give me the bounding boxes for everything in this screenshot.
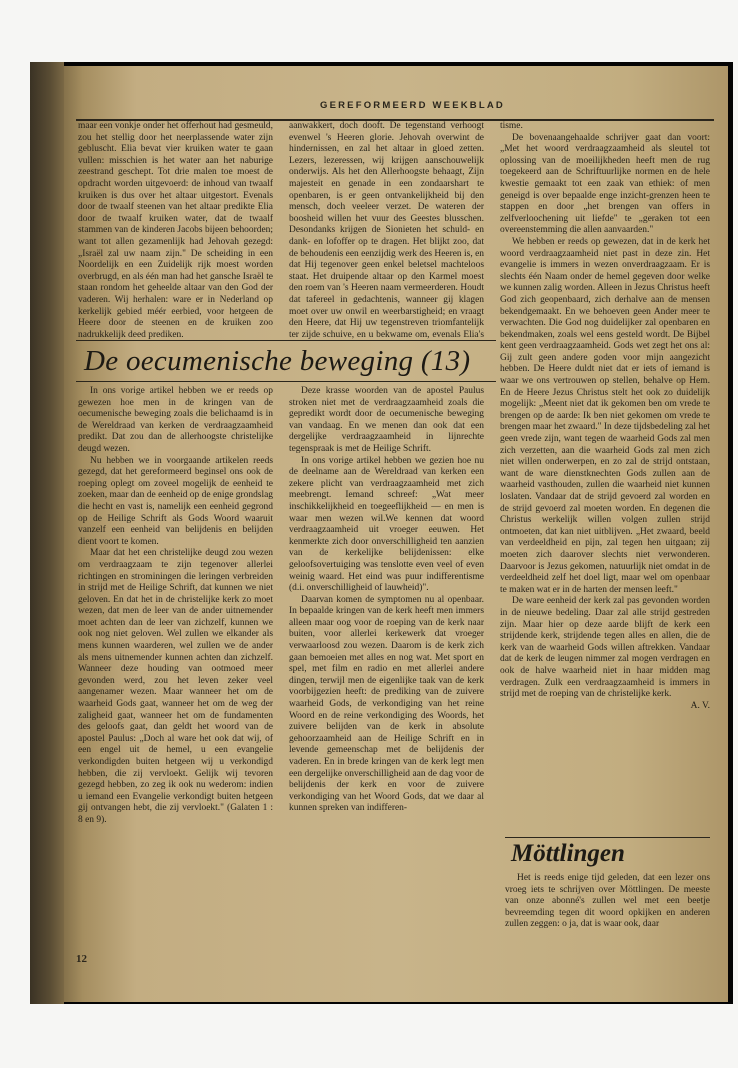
running-header: GEREFORMEERD WEEKBLAD <box>319 100 505 111</box>
article2-col1-paragraph-1: In ons vorige artikel hebben we er reeds op gewezen hoe men in de kringen van de oecumenische beweging zoals die belichaamd is in de Wereldraad van kerken de verdraagzaamheid predikt. Dat zou dan de allerhoogste christelijke deugd wezen. <box>78 386 273 454</box>
article2-col3-paragraph-0: tisme. <box>500 121 523 131</box>
page-spine-shadow <box>30 62 64 1004</box>
article2-col3-paragraph-3: De ware eenheid der kerk zal pas gevonden worden in de nieuwe bedeling. Daar zal alle strijd gestreden zijn. Maar hier op deze aarde blijft de kerk een strijdende kerk, strijdende tegen alles en allen, die de kerk van de waarheid Gods willen aftrekken. Vandaar dat de kerk de leugen nimmer zal mogen verdragen en ook de halve waarheid niet in haar midden mag verdragen. Zulk een verdraagzaamheid is immers in strijd met de roeping van de christelijke kerk. <box>500 596 710 700</box>
article2-signature: A. V. <box>690 700 710 711</box>
title-rule-bottom <box>76 381 496 382</box>
mottlingen-rule <box>505 837 710 838</box>
article1-col1-text: maar een vonkje onder het offerhout had gesmeuld, zou het stellig door het neerplassende water zijn gebluscht. Elia bevat vier kruiken water te gaan vullen: misschien is het water aan het naburige zeestrand geschept. Tot drie malen toe moest de opdracht worden uitgevoerd: de inhoud van twaalf kruiken is dus over het altaar uitgestort. Evenals door de twaalf steenen van het altaar predikte Elia door de twaalf kruiken water, dat de twaalf stammen van de kinderen Jacobs bijeen behoorden; want tot allen gezamenlijk had Jehovah gezegd: „Israël zal uw naam zijn." De scheiding in een Noordelijk en een Zuidelijk rijk moest worden overbrugd, en als één man had het gansche Israël te staan rondom het geheelde altaar van den God der vaderen. Wij herhalen: ware er in Nederland op kerkelijk gebied méér eerbied, voor hetgeen de Heere door de steenen en de kruiken zoo nadrukkelijk deed prediken. <box>78 121 273 340</box>
article3-column <box>505 873 710 943</box>
article1-col2-text: aanwakkert, doch dooft. De tegenstand verhoogt evenwel 's Heeren glorie. Jehovah overwint de hindernissen, en zal het altaar in gloed zetten. Lezers, lezeressen, wij krijgen aanschouwelijk onderwijs. Als het den Allerhoogste behaagt, Zijn majesteit en genade in een zondaarshart te openbaren, is er geen ontvankelijkheid bij den mensch, doch veeleer verzet. De wateren der boosheid willen het vuur des Geestes blusschen. Desondanks krijgen de Sionieten het schuld- en dank- en lofoffer op te dragen. Het blijkt zoo, dat de behoudenis een eenzijdig werk des Heeren is, en dat Hij tegenover geen enkel beletsel machteloos staat. Het druipende altaar op den Karmel moest den roem van 's Heeren naam vermeerderen. Houdt dat tafereel in gedachtenis, wanneer gij klagen moet over uw onwil en weerbarstigheid; en vraagt den Heere, dat Hij uw tegenstreven triomfantelijk ter zijde schuive, en u bekwame om, evenals Elia's <box>289 121 484 340</box>
page-number: 12 <box>76 953 87 965</box>
article1-column-1 <box>78 121 273 340</box>
article3-title: Möttlingen <box>511 840 625 867</box>
title-rule-top <box>76 340 496 341</box>
article2-col3-paragraph-2: We hebben er reeds op gewezen, dat in de kerk het woord verdraagzaamheid niet past in deze zin. Het evangelie is immers in wezen onverdraagzaam. Er is slechts één Naam onder de hemel gegeven door welke we kunnen zalig worden. Alleen in Jezus Christus heeft God zich geopenbaard, zich derhalve aan de mensen bekendgemaakt. En we behoeven geen Ander meer te verwachten. Die God nog duidelijker zal openbaren en bekendmaken, zoals wel eens gesteld wordt. De Bijbel kent geen verdraagzaamheid. Gods wet zegt het ons al: Gij zult geen andere goden voor mijn aangezicht hebben. De Heere duldt niet dat er iets of iemand is waar we ons vertrouwen op stellen, behalve op Hem. En de Heere Jezus Christus stelt het ook zo duidelijk mogelijk: „Meent niet dat ik gekomen ben om vrede te brengen op de aarde: Ik ben niet gekomen om vrede te brengen maar het zwaard." In deze tijdsbedeling zal het geen vrede zijn, want tegen de waarheid Gods zal men zich verzetten, aan die waarheid Gods zal men zich niet willen onderwerpen, en zo zal de strijd ontstaan, want de ware dienstknechten Gods zullen aan de waarheid vasthouden, zullen die waarheid niet kunnen loslaten. Vandaar dat de strijd gevoerd zal worden en de strijd gevoerd zal moeten worden. En degenen die Christus werkelijk willen volgen zullen strijd ontmoeten, dat kan niet uitblijven. „Het zwaard, beeld van verdeeldheid en pijn, zal tegen hen uitgaan; zij moeten zich daarover slechts niet verwonderen. Daarvoor is Jezus gekomen, natuurlijk niet omdat in de verdeeldheid zelf het doel ligt, maar wel om openbaar te maken wat er in de harten der mensen leeft." <box>500 236 710 595</box>
article3-body: Het is reeds enige tijd geleden, dat een lezer ons vroeg iets te schrijven over Möttlingen. De meeste van onze abonné's zullen wel met een beetje bevreemding tegen dit woord opkijken en anderen zullen zeggen: o ja, dat is waar ook, daar <box>505 873 710 930</box>
article2-column-3 <box>500 121 710 837</box>
article2-col1-paragraph-2: Nu hebben we in voorgaande artikelen reeds gezegd, dat het gereformeerd beginsel ons ook de roeping oplegt om zoveel mogelijk de eenheid te zoeken, maar dan de eenheid op de enige grondslag die hecht en vast is, namelijk een eenheid gegrond op de Heilige Schrift als Gods Woord waaruit vanzelf een eenheid van belijdenis en belijden dient voort te komen. <box>78 455 273 547</box>
article2-col2-paragraph-1: Deze krasse woorden van de apostel Paulus stroken niet met de verdraagzaamheid zoals die gepredikt wordt door de oecumenische beweging van vandaag. En we menen dan ook dat een dergelijke verdraagzaamheid in lijnrechte tegenspraak is met de Heilige Schrift. <box>289 386 484 454</box>
article1-column-2 <box>289 121 484 340</box>
article2-column-2 <box>289 386 484 936</box>
article2-col3-paragraph-1: De bovenaangehaalde schrijver gaat dan voort: „Met het woord verdraagzaamheid als sleutel tot oplossing van de moeilijkheden heeft men de rug toegekeerd aan de Schriftuurlijke normen en de hele kwestie gemaakt tot een zaak van ethiek: of men geneigd is over bepaalde enge inzicht-grenzen heen te stappen en door „het brengen van offers in zelfverloochening uit liefde" te „geraken tot een overeenstemming die allen aanvaarden." <box>500 132 710 236</box>
article2-column-1 <box>78 386 273 936</box>
article2-col2-paragraph-3: Daarvan komen de symptomen nu al openbaar. In bepaalde kringen van de kerk heeft men immers alleen maar oog voor de roeping van de kerk naar buiten, voor allerlei kerkewerk dat vroeger verwaarloosd zou wezen. Daarom is de kerk zich gaan bemoeien met alles en nog wat. Met sport en spel, met film en radio en met allerlei andere dingen, terwijl men de eigenlijke taak van de kerk voorbijgezien heeft: de prediking van de zuivere waarheid Gods, de verkondiging van het reine Woord en de reine verkondiging des Woords, het zuivere belijden van de kerk in absolute gehoorzaamheid aan de Heilige Schrift en in levende gemeenschap met de belijdenis der vaderen. En in brede kringen van de kerk legt men een dergelijke onverschilligheid aan de dag voor de belijdenis der kerk en voor de zuivere verkondiging van het Woord Gods, dat we daar al kunnen spreken van indifferen- <box>289 594 484 814</box>
article2-col1-paragraph-3: Maar dat het een christelijke deugd zou wezen om verdraagzaam te zijn tegenover allerlei richtingen en strominingen die leringen verbreiden in strijd met de Heilige Schrift, dat kunnen we niet geloven. En dat het in de christelijke kerk zo moet wezen, dat men de leer van de ander uitnemender moet achten dan de leer van zichzelf, kunnen we ook nog niet geloven. Wel zullen we elkander als mens kunnen waarderen, wel zullen we de ander als mens uitnemender kunnen achten dan zichzelf. Wanneer deze houding van ootmoed meer gevonden werd, zou het leven zeker veel aangenamer wezen. Maar wanneer het om de waarheid Gods gaat, wanneer het om de weg der zaligheid gaat, wanneer het om de fundamenten des geloofs gaat, dan geldt het woord van de apostel Paulus: „Doch al ware het ook dat wij, of een engel uit de hemel, u een evangelie verkondigden buiten hetgeen wij u verkondigd hebben, die zij vervloekt. Gelijk wij tevoren gezegd hebben, zo zeg ik ook nu wederom: indien u iemand een Evangelie verkondigt buiten hetgeen gij ontvangen hebt, die zij vervloekt." (Galaten 1 : 8 en 9). <box>78 548 273 825</box>
article2-col2-paragraph-2: In ons vorige artikel hebben we gezien hoe nu de deelname aan de Wereldraad van kerken een zekere plicht van verdraagzaamheid met zich meebrengt. Iemand schreef: „Wat meer inschikkelijkheid en toegeeflijkheid — en men is waar men wezen wil.We kennen dat woord verdraagzaamheid uit vroeger eeuwen. Het kenmerkte zich door onverschilligheid ten aanzien van de kerkelijke belijdenissen: elke geloofsovertuiging was tenslotte even veel of even weinig waard. Het eind was puur indifferentisme (d.i. onverschilligheid of lauwheid)". <box>289 455 484 594</box>
article2-title: De oecumenische beweging (13) <box>84 345 471 377</box>
